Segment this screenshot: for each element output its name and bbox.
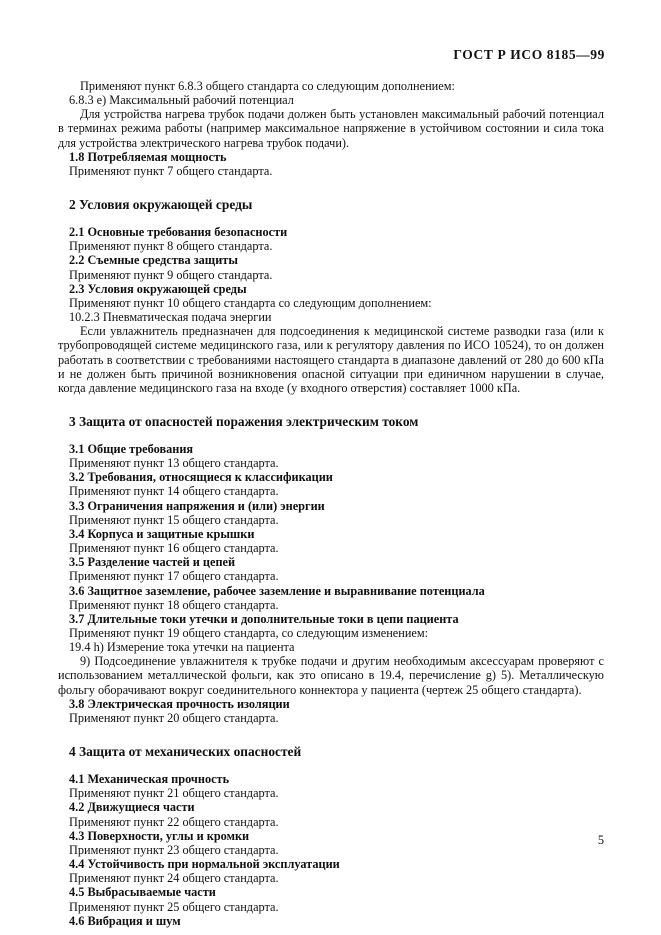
paragraph-2-2: Применяют пункт 9 общего стандарта. bbox=[69, 267, 273, 282]
paragraph-10-2-3-body: Если увлажнитель предназначен для подсоединения к медицинской системе разводки газа (или к трубопроводящей системе медицинского газа, или к регулятору давления по ИСО 10524), то он должен работать в соответствии с требованиями настоящего стандарта в диапазоне давлений от 280 до 600 кПа и не должен быть причиной возникновения опасной ситуации при единичном нарушении в случае, когда давление медицинского газа на входе (у входного отверстия) составляет 1000 кПа. bbox=[58, 324, 604, 395]
paragraph-6-8-3-e: 6.8.3 e) Максимальный рабочий потенциал bbox=[69, 93, 294, 108]
subsection-heading-3-1: 3.1 Общие требования bbox=[69, 441, 194, 456]
subsection-heading-4-6: 4.6 Вибрация и шум bbox=[69, 913, 181, 928]
paragraph-3-2: Применяют пункт 14 общего стандарта. bbox=[69, 484, 279, 499]
document-body bbox=[58, 79, 604, 928]
spacer bbox=[58, 760, 604, 772]
paragraph-3-6: Применяют пункт 18 общего стандарта. bbox=[69, 597, 279, 612]
subsection-heading-3-3: 3.3 Ограничения напряжения и (или) энергии bbox=[69, 498, 325, 513]
paragraph-heating-device: Для устройства нагрева трубок подачи должен быть установлен максимальный рабочий потенциал в терминах режима работы (например максимальное напряжение в устойчивом состоянии и сила тока для устройства электрического нагрева трубок подачи). bbox=[58, 107, 604, 150]
subsection-heading-3-6: 3.6 Защитное заземление, рабочее заземление и выравнивание потенциала bbox=[69, 583, 485, 598]
subsection-heading-1-8: 1.8 Потребляемая мощность bbox=[69, 149, 227, 164]
paragraph-19-4-item-9: 9) Подсоединение увлажнителя к трубке подачи и другим необходимым аксессуарам проверяют с использованием металлической фольги, как это описано в 19.4, перечисление g) 5). Металлическую фольгу оборачивают вокруг соединительного коннектора у пациента (чертеж 25 общего стандарта). bbox=[58, 654, 604, 697]
paragraph-apply-6-8-3: Применяют пункт 6.8.3 общего стандарта со следующим дополнением: bbox=[80, 79, 455, 93]
section-heading-3: 3 Защита от опасностей поражения электрическим током bbox=[69, 413, 419, 429]
paragraph-19-4-h: 19.4 h) Измерение тока утечки на пациента bbox=[69, 640, 295, 655]
spacer bbox=[58, 395, 604, 414]
paragraph-2-1: Применяют пункт 8 общего стандарта. bbox=[69, 239, 273, 254]
subsection-heading-3-2: 3.2 Требования, относящиеся к классификации bbox=[69, 470, 333, 485]
subsection-heading-4-2: 4.2 Движущиеся части bbox=[69, 800, 195, 815]
subsection-heading-2-3: 2.3 Условия окружающей среды bbox=[69, 281, 247, 296]
subsection-heading-3-8: 3.8 Электрическая прочность изоляции bbox=[69, 696, 290, 711]
paragraph-1-8: Применяют пункт 7 общего стандарта. bbox=[69, 163, 273, 178]
paragraph-4-2: Применяют пункт 22 общего стандарта. bbox=[69, 814, 279, 829]
page-number: 5 bbox=[597, 833, 604, 847]
section-heading-2: 2 Условия окружающей среды bbox=[69, 197, 253, 213]
subsection-heading-3-7: 3.7 Длительные токи утечки и дополнительные токи в цепи пациента bbox=[69, 611, 459, 626]
paragraph-3-4: Применяют пункт 16 общего стандарта. bbox=[69, 541, 279, 556]
spacer bbox=[58, 430, 604, 442]
paragraph-3-1: Применяют пункт 13 общего стандарта. bbox=[69, 456, 279, 471]
subsection-heading-4-3: 4.3 Поверхности, углы и кромки bbox=[69, 828, 250, 843]
subsection-heading-3-4: 3.4 Корпуса и защитные крышки bbox=[69, 526, 255, 541]
subsection-heading-3-5: 3.5 Разделение частей и цепей bbox=[69, 555, 236, 570]
paragraph-3-5: Применяют пункт 17 общего стандарта. bbox=[69, 569, 279, 584]
spacer bbox=[58, 213, 604, 225]
paragraph-3-7: Применяют пункт 19 общего стандарта, со следующим изменением: bbox=[69, 626, 429, 640]
spacer bbox=[58, 725, 604, 744]
paragraph-2-3: Применяют пункт 10 общего стандарта со следующим дополнением: bbox=[69, 295, 432, 310]
section-heading-4: 4 Защита от механических опасностей bbox=[69, 744, 302, 760]
spacer bbox=[58, 178, 604, 197]
subsection-heading-2-2: 2.2 Съемные средства защиты bbox=[69, 253, 238, 268]
paragraph-3-3: Применяют пункт 15 общего стандарта. bbox=[69, 512, 279, 527]
paragraph-10-2-3-heading: 10.2.3 Пневматическая подача энергии bbox=[69, 310, 272, 325]
subsection-heading-4-4: 4.4 Устойчивость при нормальной эксплуатации bbox=[69, 857, 340, 872]
paragraph-3-8: Применяют пункт 20 общего стандарта. bbox=[69, 710, 279, 725]
subsection-heading-4-5: 4.5 Выбрасываемые части bbox=[69, 885, 216, 900]
subsection-heading-2-1: 2.1 Основные требования безопасности bbox=[69, 225, 288, 240]
subsection-heading-4-1: 4.1 Механическая прочность bbox=[69, 772, 230, 787]
paragraph-4-1: Применяют пункт 21 общего стандарта. bbox=[69, 786, 279, 801]
paragraph-4-4: Применяют пункт 24 общего стандарта. bbox=[69, 871, 279, 886]
paragraph-4-5: Применяют пункт 25 общего стандарта. bbox=[69, 899, 279, 914]
standard-header: ГОСТ Р ИСО 8185—99 bbox=[453, 47, 605, 62]
paragraph-4-3: Применяют пункт 23 общего стандарта. bbox=[69, 842, 279, 857]
